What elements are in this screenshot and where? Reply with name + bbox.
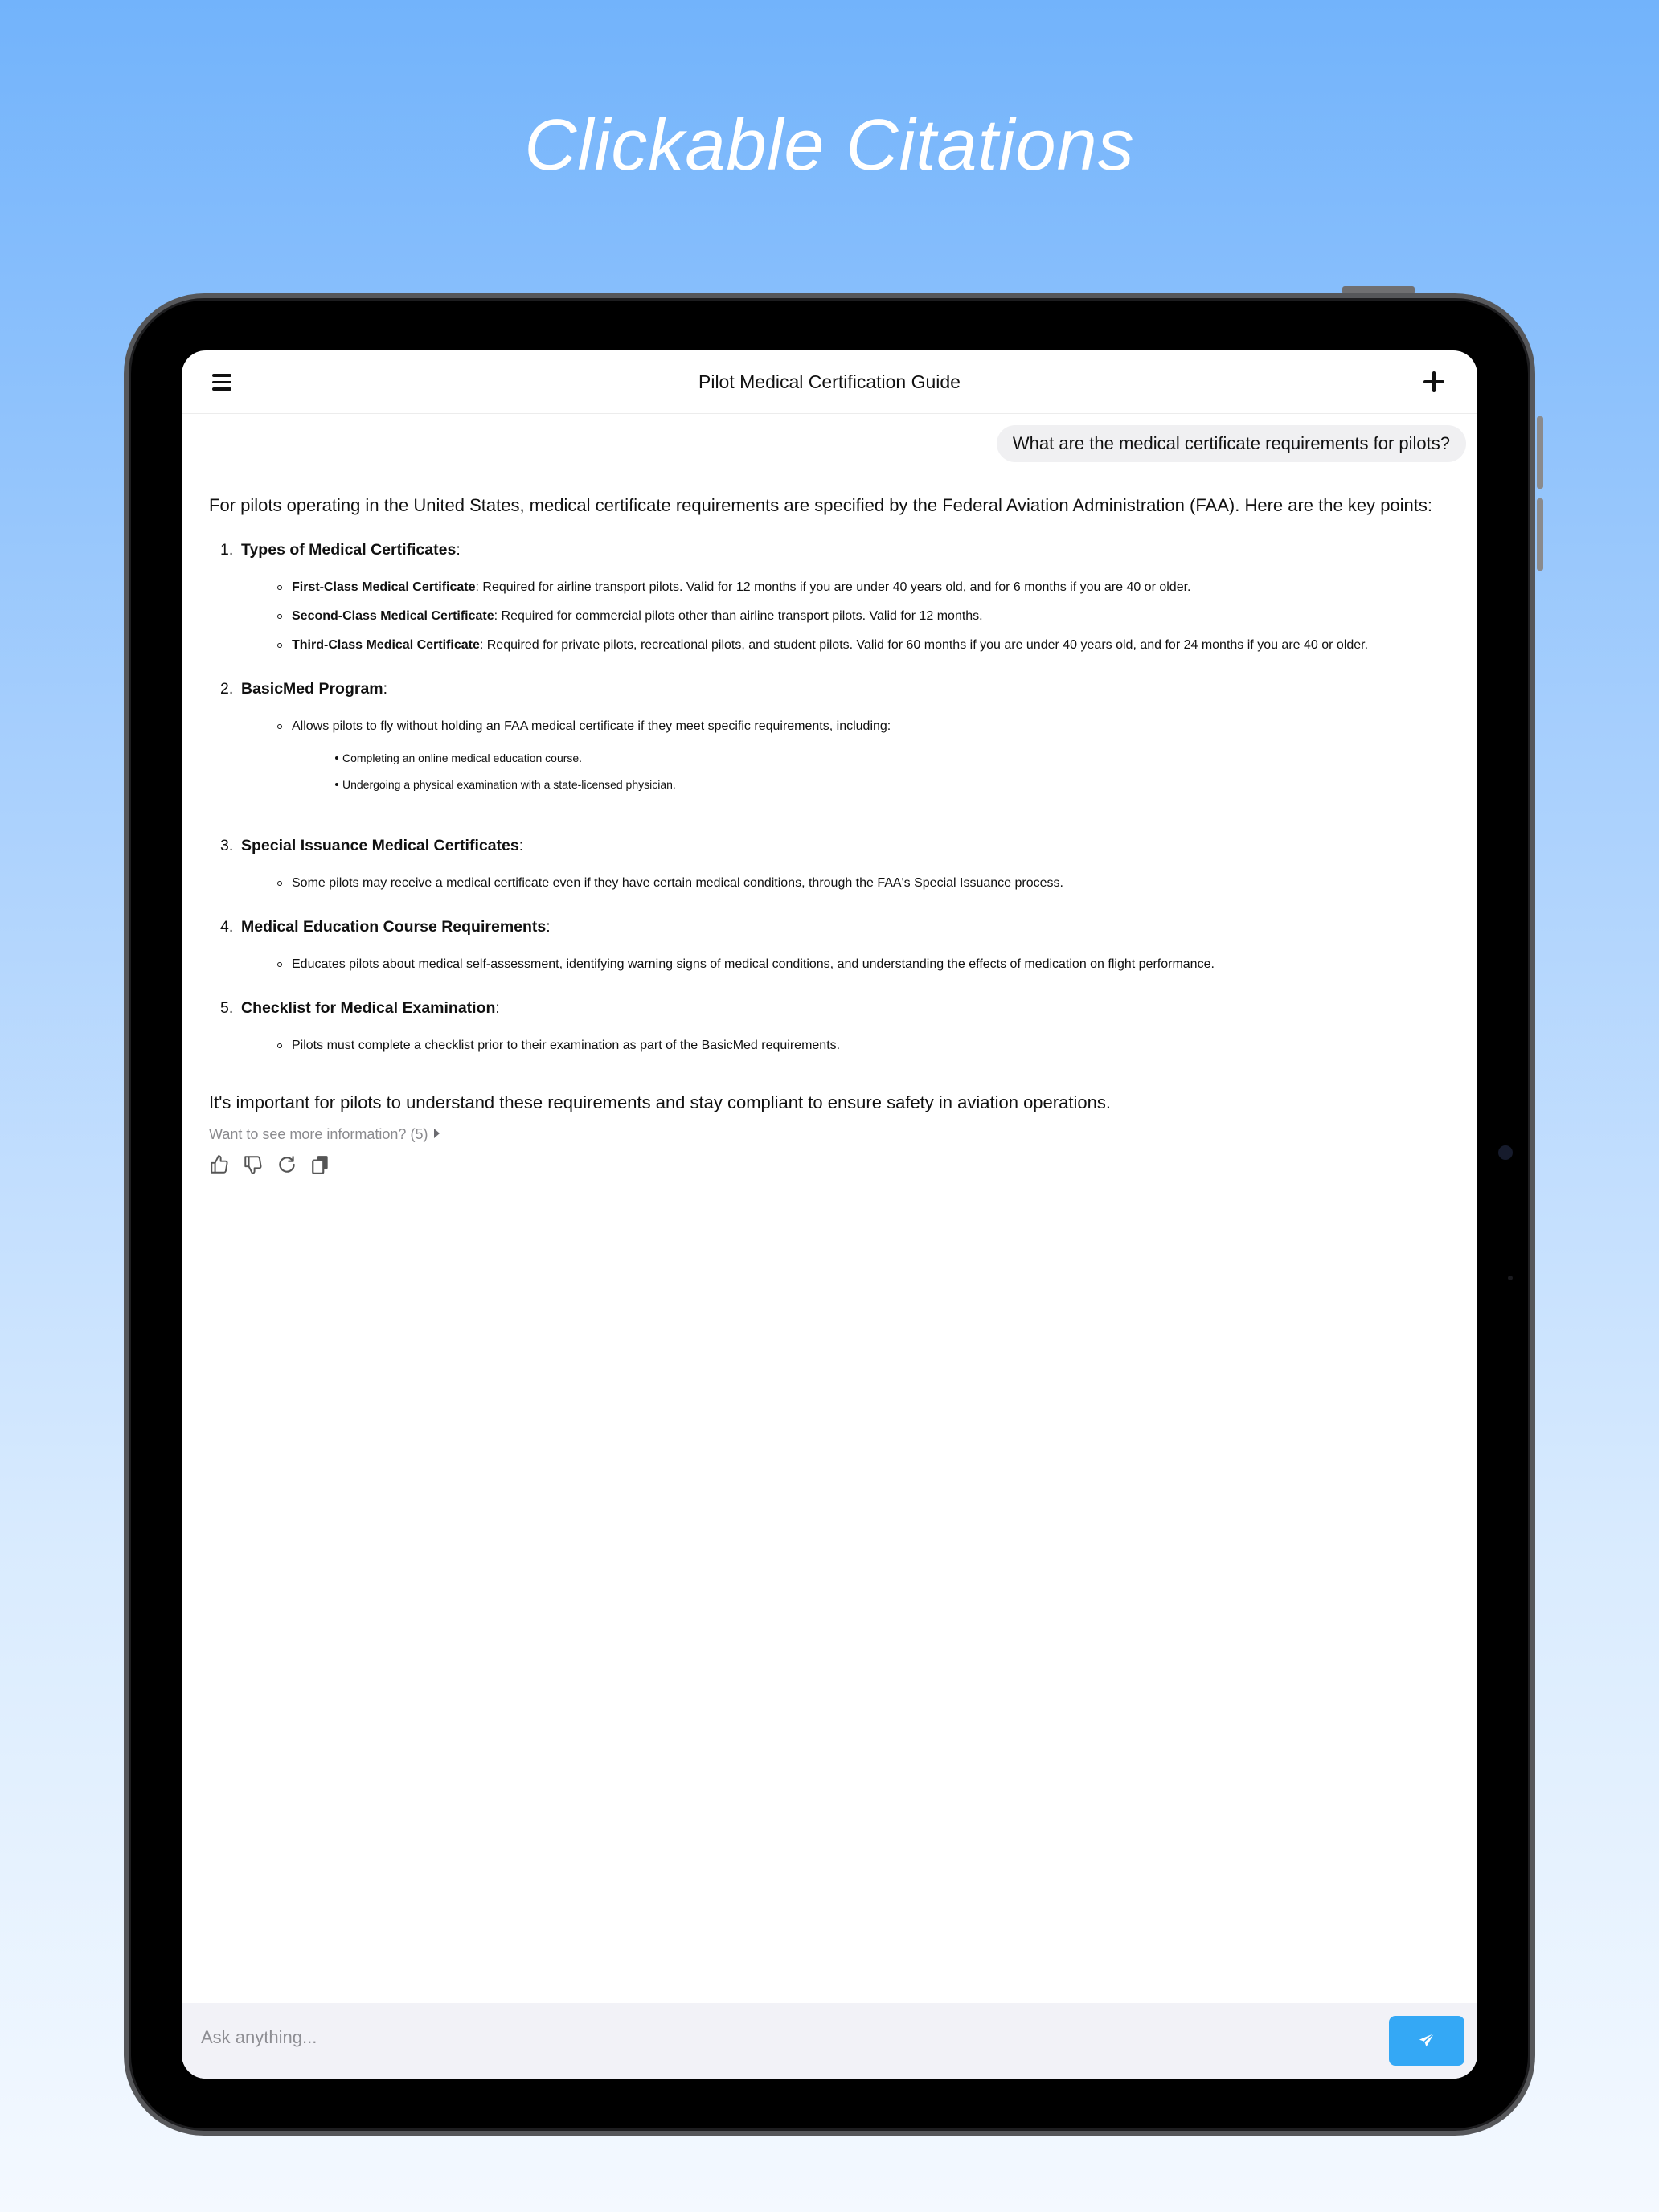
device-volume-up-button — [1537, 416, 1543, 489]
sub-list-item — [241, 751, 1451, 765]
page-title: Pilot Medical Certification Guide — [698, 371, 961, 392]
more-info-link[interactable] — [209, 1126, 1451, 1143]
user-message-bubble: What are the medical certificate requirements for pilots? — [997, 425, 1466, 462]
more-info-label[interactable]: Want to see more information? (5) — [209, 1126, 428, 1142]
section-title: Checklist for Medical Examination — [241, 999, 496, 1017]
section-heading: 1. Types of Medical Certificates: — [220, 541, 461, 559]
section-title: Types of Medical Certificates — [241, 541, 457, 559]
list-item-text: Pilots must complete a checklist prior to their examination as part of the BasicMed requirements. — [292, 1038, 841, 1052]
list-item-bold: Third-Class Medical Certificate — [292, 638, 480, 652]
bullet-list — [241, 580, 1451, 653]
list-item-text: : Required for airline transport pilots. Valid for 12 months if you are under 40 years old, and for 6 months if you are 40 or older. — [475, 580, 1191, 594]
list-item-text: : Required for commercial pilots other than airline transport pilots. Valid for 12 months. — [494, 609, 983, 623]
list-item-text: Some pilots may receive a medical certificate even if they have certain medical conditions, through the FAA's Special Issuance process. — [292, 876, 1063, 890]
section-heading: 3. Special Issuance Medical Certificates: — [220, 837, 524, 854]
app-screen — [182, 350, 1477, 2079]
disclosure-triangle-icon[interactable] — [434, 1129, 440, 1138]
section-number: 2. — [220, 680, 234, 698]
sub-list-item — [241, 777, 1451, 792]
plus-icon[interactable] — [1423, 371, 1444, 392]
list-item-bold: First-Class Medical Certificate — [292, 580, 476, 594]
bullet-list — [241, 956, 1451, 973]
answer-intro: For pilots operating in the United States, medical certificate requirements are specified by the Federal Aviation Administration (FAA). Here are the key points: — [209, 495, 1433, 515]
list-item-text: Educates pilots about medical self-assessment, identifying warning signs of medical conditions, and understanding the effects of medication on flight performance. — [292, 957, 1215, 971]
section-title: Special Issuance Medical Certificates — [241, 837, 519, 854]
ambient-sensor — [1508, 1276, 1513, 1280]
section-heading: 5. Checklist for Medical Examination: — [220, 999, 500, 1017]
list-item — [241, 580, 1451, 596]
sub-list-item-text: Completing an online medical education course. — [342, 752, 583, 764]
answer-section — [220, 540, 1451, 653]
headline: Clickable Citations — [524, 105, 1135, 186]
sub-bullet-list — [241, 751, 1451, 792]
section-heading: 4. Medical Education Course Requirements: — [220, 918, 551, 936]
refresh-icon[interactable] — [276, 1154, 297, 1175]
section-number: 5. — [220, 999, 234, 1017]
nav-bar — [182, 350, 1477, 414]
list-item — [241, 875, 1451, 891]
composer — [182, 2003, 1477, 2079]
paper-plane-icon[interactable] — [1418, 2032, 1436, 2050]
device-volume-down-button — [1537, 498, 1543, 571]
list-item — [241, 1038, 1451, 1054]
answer-section — [220, 917, 1451, 973]
section-title: Medical Education Course Requirements — [241, 918, 547, 936]
sub-list-item-text: Undergoing a physical examination with a state-licensed physician. — [342, 778, 676, 791]
section-number: 4. — [220, 918, 234, 936]
list-item-text: Allows pilots to fly without holding an FAA medical certificate if they meet specific requirements, including: — [292, 719, 891, 733]
message-actions — [209, 1154, 1451, 1175]
list-item — [241, 956, 1451, 973]
section-number: 1. — [220, 541, 234, 559]
answer-section — [220, 836, 1451, 891]
front-camera — [1498, 1145, 1513, 1160]
ask-input[interactable] — [201, 2027, 1326, 2048]
section-title: BasicMed Program — [241, 680, 383, 698]
send-button[interactable] — [1389, 2016, 1464, 2066]
thumbs-down-icon[interactable] — [243, 1154, 264, 1175]
list-item — [241, 719, 1451, 735]
section-number: 3. — [220, 837, 234, 854]
list-item — [241, 608, 1451, 625]
bullet-list — [241, 1038, 1451, 1054]
thumbs-up-icon[interactable] — [209, 1154, 230, 1175]
section-heading: 2. BasicMed Program: — [220, 680, 388, 698]
answer-section — [220, 679, 1451, 792]
answer-outro: It's important for pilots to understand these requirements and stay compliant to ensure safety in aviation operations. — [209, 1092, 1111, 1112]
assistant-answer — [209, 495, 1451, 1175]
bullet-list — [241, 719, 1451, 735]
list-item-text: : Required for private pilots, recreational pilots, and student pilots. Valid for 60 months if you are under 40 years old, and for 24 months if you are 40 or older. — [479, 638, 1369, 652]
copy-icon[interactable] — [310, 1154, 331, 1175]
list-item — [241, 637, 1451, 653]
list-item-bold: Second-Class Medical Certificate — [292, 609, 494, 623]
answer-section — [220, 998, 1451, 1054]
answer-sections — [209, 540, 1451, 1054]
bullet-list — [241, 875, 1451, 891]
